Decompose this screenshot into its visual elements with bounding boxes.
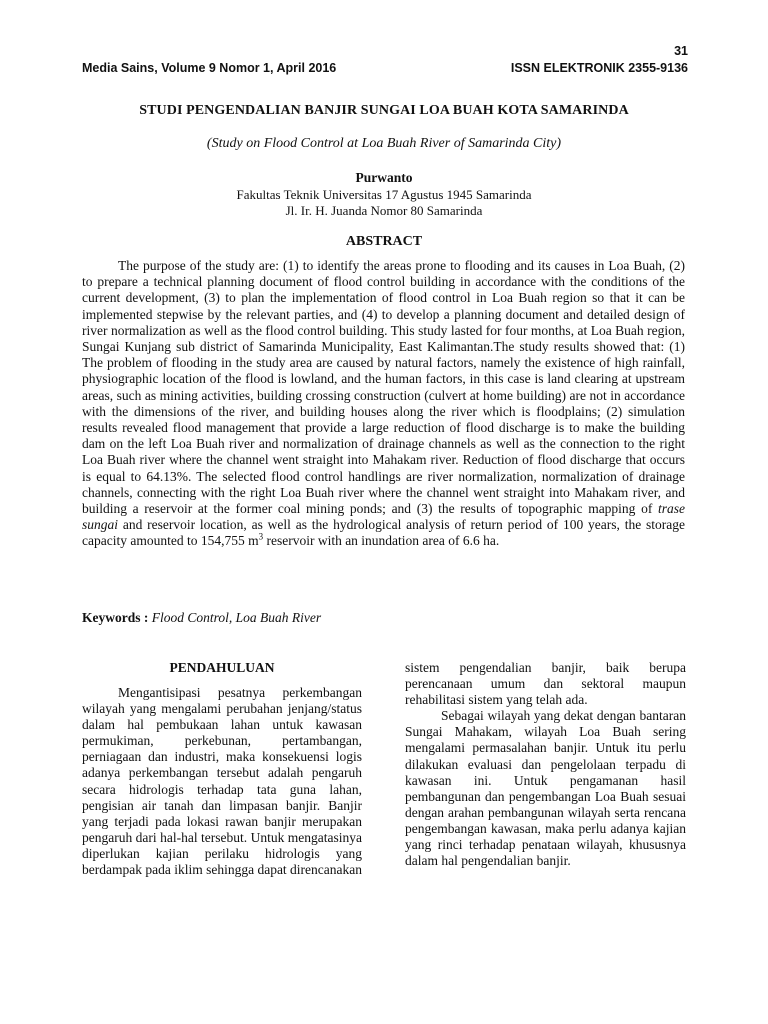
keywords-label: Keywords : — [82, 610, 149, 625]
body-paragraph: Sebagai wilayah yang dekat dengan bantaran Sungai Mahakam, wilayah Loa Buah sering mengalami permasalahan banjir. Untuk itu perlu dilakukan evaluasi dan pengelolaan terpadu di kawasan ini. Untuk pengamanan hasil pembangunan dan pengembangan Loa Buah sesuai dengan arahan pembangunan wilayah serta rencana pengembangan kawasan, maka perlu adanya kajian yang rinci terhadap penataan wilayah, khususnya dalam hal pengendalian banjir. — [405, 708, 686, 869]
abstract-italic-term: trase sungai — [82, 501, 685, 533]
keywords-line — [82, 610, 321, 626]
unit-superscript: 3 — [258, 531, 264, 542]
paper-subtitle: (Study on Flood Control at Loa Buah River of Samarinda City) — [206, 136, 562, 151]
paper-title: STUDI PENGENDALIAN BANJIR SUNGAI LOA BUAH KOTA SAMARINDA — [139, 103, 629, 118]
abstract-heading: ABSTRACT — [345, 234, 423, 249]
body-column-left — [82, 660, 362, 878]
abstract-text-part-1: The purpose of the study are: (1) to identify the areas prone to flooding and its causes in Loa Buah, (2) to prepare a technical planning document of flood control building in accordance with the conditions of the current development, (3) to plan the implementation of flood control in Loa Buah region so that it can be implemented stepwise by the relevant parties, and (4) to develop a planning document and detailed design of river normalization as well as the flood control building. This study lasted for four months, at Loa Buah region, Sungai Kunjang sub district of Samarinda Municipality, East Kalimantan.The study results showed that: (1) The problem of flooding in the study area are caused by natural factors, namely the existence of high rainfall, physiographic location of the flood is lowland, and the human factors, in this case is land clearing at upstream areas, such as mining activities, building crossing construction (culvert at home building) are not in accordance with the dimensions of the river, and building houses along the river which is floodplains; (2) simulation results revealed flood management that provide a large reduction of flood discharge is to make the building dam on the left Loa Buah river and normalization of drainage channels as well as the connection to the right Loa Buah river where the channel went straight into Mahakam river. Reduction of flood discharge that occurs is equal to 64.13%. The selected flood control handlings are river normalization, normalization of drainage channels, connecting with the right Loa Buah river where the channel went straight into Mahakam river, and building a reservoir at the former coal mining ponds; and (3) the results of topographic mapping of — [82, 258, 685, 517]
journal-citation: Media Sains, Volume 9 Nomor 1, April 2016 — [82, 61, 337, 75]
running-header — [82, 61, 688, 75]
body-column-right — [405, 660, 686, 869]
author-address: Jl. Ir. H. Juanda Nomor 80 Samarinda — [285, 203, 483, 218]
body-paragraph-continued: sistem pengendalian banjir, baik berupa perencanaan umum dan sektoral maupun rehabilitasi sistem yang telah ada. — [405, 660, 686, 708]
page-number: 31 — [674, 44, 688, 58]
issn-label: ISSN ELEKTRONIK 2355-9136 — [510, 61, 688, 75]
abstract-text-part-2: and reservoir location, as well as the hydrological analysis of return period of 100 years, the storage capacity amounted to 154,755 m — [82, 517, 685, 549]
section-heading-pendahuluan: PENDAHULUAN — [169, 660, 275, 675]
author-affiliation: Fakultas Teknik Universitas 17 Agustus 1945 Samarinda — [236, 187, 532, 202]
abstract-text — [82, 258, 685, 550]
keywords-value: Flood Control, Loa Buah River — [151, 610, 322, 625]
body-paragraph: Mengantisipasi pesatnya perkembangan wilayah yang mengalami perubahan jenjang/status dalam hal pembukaan lahan untuk kawasan permukiman, perkebunan, pertambangan, perniagaan dan industri, maka konsekuensi logis adanya perkembangan tersebut adalah pengaruh secara hidrologis terhadap tata guna lahan, pengisian air tanah dan limpasan banjir. Banjir yang terjadi pada lokasi rawan banjir merupakan pengaruh dari hal-hal tersebut. Untuk mengatasinya diperlukan kajian perilaku hidrologis yang berdampak pada iklim sehingga dapat direncanakan — [82, 685, 363, 878]
author-name: Purwanto — [355, 170, 413, 185]
abstract-text-part-3: reservoir with an inundation area of 6.6 ha. — [263, 533, 500, 549]
